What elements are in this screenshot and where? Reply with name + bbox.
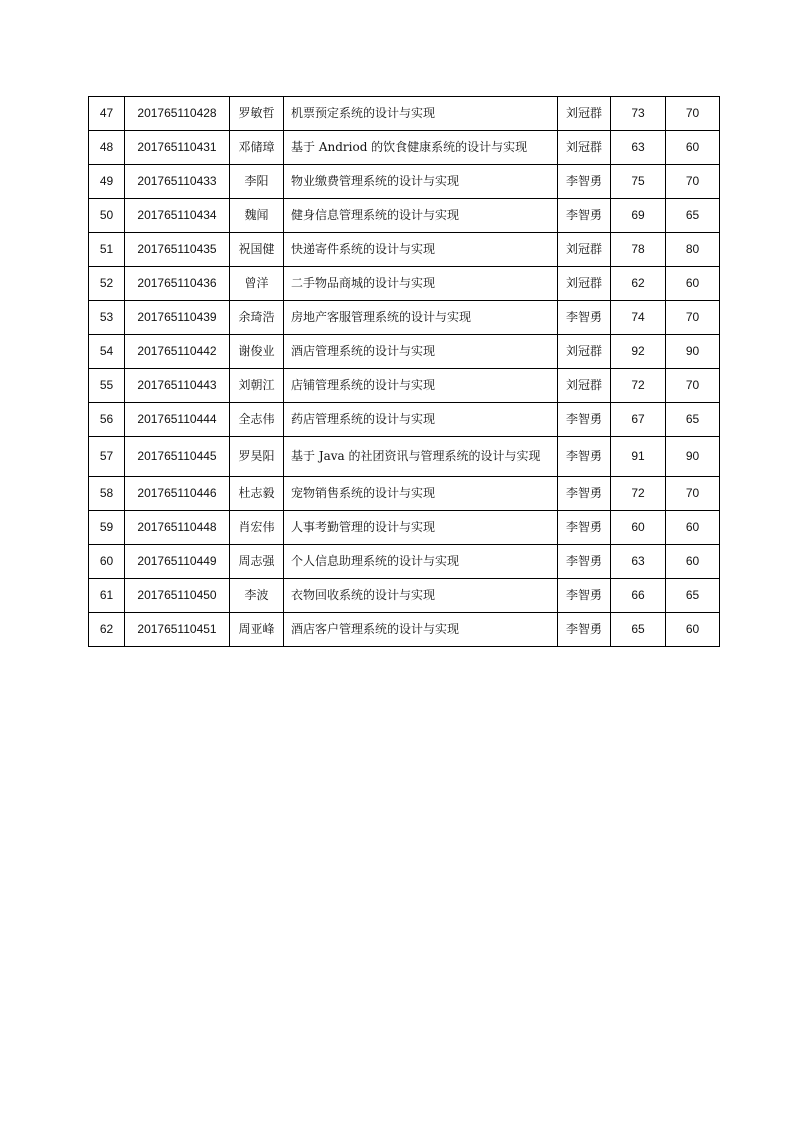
- advisor-name: 李智勇: [558, 437, 611, 477]
- advisor-name: 李智勇: [558, 477, 611, 511]
- row-seq: 62: [89, 613, 125, 647]
- advisor-name: 刘冠群: [558, 97, 611, 131]
- table-row: [89, 613, 720, 647]
- score-2: 65: [666, 199, 720, 233]
- advisor-name: 刘冠群: [558, 131, 611, 165]
- thesis-title: 二手物品商城的设计与实现: [284, 267, 558, 301]
- advisor-name: 李智勇: [558, 301, 611, 335]
- student-name: 全志伟: [230, 403, 284, 437]
- table-row: [89, 545, 720, 579]
- student-name: 罗昊阳: [230, 437, 284, 477]
- row-seq: 53: [89, 301, 125, 335]
- score-2: 65: [666, 579, 720, 613]
- table-row: [89, 477, 720, 511]
- student-name: 祝国健: [230, 233, 284, 267]
- score-1: 65: [611, 613, 666, 647]
- thesis-title: 宠物销售系统的设计与实现: [284, 477, 558, 511]
- score-2: 90: [666, 437, 720, 477]
- thesis-title: 基于 Java 的社团资讯与管理系统的设计与实现: [284, 437, 558, 477]
- score-2: 60: [666, 267, 720, 301]
- student-id: 201765110443: [125, 369, 230, 403]
- row-seq: 56: [89, 403, 125, 437]
- student-id: 201765110431: [125, 131, 230, 165]
- thesis-title: 酒店管理系统的设计与实现: [284, 335, 558, 369]
- student-name: 邓储璋: [230, 131, 284, 165]
- table-row: [89, 437, 720, 477]
- student-id: 201765110428: [125, 97, 230, 131]
- student-name: 周亚峰: [230, 613, 284, 647]
- thesis-title: 健身信息管理系统的设计与实现: [284, 199, 558, 233]
- thesis-title: 房地产客服管理系统的设计与实现: [284, 301, 558, 335]
- table-row: [89, 403, 720, 437]
- score-2: 70: [666, 97, 720, 131]
- table-row: [89, 131, 720, 165]
- student-id: 201765110448: [125, 511, 230, 545]
- score-1: 62: [611, 267, 666, 301]
- student-name: 余琦浩: [230, 301, 284, 335]
- thesis-title: 个人信息助理系统的设计与实现: [284, 545, 558, 579]
- student-id: 201765110444: [125, 403, 230, 437]
- score-1: 60: [611, 511, 666, 545]
- score-2: 60: [666, 131, 720, 165]
- student-name: 魏闻: [230, 199, 284, 233]
- student-name: 杜志毅: [230, 477, 284, 511]
- table-row: [89, 335, 720, 369]
- student-id: 201765110434: [125, 199, 230, 233]
- advisor-name: 刘冠群: [558, 369, 611, 403]
- advisor-name: 李智勇: [558, 199, 611, 233]
- table-row: [89, 511, 720, 545]
- table-row: [89, 579, 720, 613]
- student-id: 201765110450: [125, 579, 230, 613]
- table-row: [89, 369, 720, 403]
- score-1: 67: [611, 403, 666, 437]
- score-2: 80: [666, 233, 720, 267]
- row-seq: 60: [89, 545, 125, 579]
- advisor-name: 李智勇: [558, 511, 611, 545]
- score-1: 73: [611, 97, 666, 131]
- student-id: 201765110435: [125, 233, 230, 267]
- row-seq: 52: [89, 267, 125, 301]
- student-name: 李阳: [230, 165, 284, 199]
- thesis-title: 快递寄件系统的设计与实现: [284, 233, 558, 267]
- table-row: [89, 233, 720, 267]
- student-id: 201765110436: [125, 267, 230, 301]
- row-seq: 54: [89, 335, 125, 369]
- table-row: [89, 199, 720, 233]
- score-1: 69: [611, 199, 666, 233]
- table-row: [89, 165, 720, 199]
- table-body: [89, 97, 720, 647]
- advisor-name: 李智勇: [558, 165, 611, 199]
- thesis-title: 衣物回收系统的设计与实现: [284, 579, 558, 613]
- student-name: 曾洋: [230, 267, 284, 301]
- thesis-title: 酒店客户管理系统的设计与实现: [284, 613, 558, 647]
- table-row: [89, 97, 720, 131]
- student-name: 罗敏哲: [230, 97, 284, 131]
- row-seq: 58: [89, 477, 125, 511]
- score-1: 78: [611, 233, 666, 267]
- thesis-title: 店铺管理系统的设计与实现: [284, 369, 558, 403]
- score-1: 91: [611, 437, 666, 477]
- score-1: 63: [611, 545, 666, 579]
- score-1: 63: [611, 131, 666, 165]
- advisor-name: 刘冠群: [558, 335, 611, 369]
- score-1: 72: [611, 369, 666, 403]
- row-seq: 61: [89, 579, 125, 613]
- thesis-title: 基于 Andriod 的饮食健康系统的设计与实现: [284, 131, 558, 165]
- student-id: 201765110439: [125, 301, 230, 335]
- thesis-title: 药店管理系统的设计与实现: [284, 403, 558, 437]
- row-seq: 59: [89, 511, 125, 545]
- student-id: 201765110445: [125, 437, 230, 477]
- student-id: 201765110451: [125, 613, 230, 647]
- score-2: 60: [666, 613, 720, 647]
- advisor-name: 刘冠群: [558, 267, 611, 301]
- student-id: 201765110446: [125, 477, 230, 511]
- student-name: 刘朝江: [230, 369, 284, 403]
- row-seq: 57: [89, 437, 125, 477]
- row-seq: 51: [89, 233, 125, 267]
- score-2: 65: [666, 403, 720, 437]
- advisor-name: 李智勇: [558, 579, 611, 613]
- score-1: 92: [611, 335, 666, 369]
- advisor-name: 李智勇: [558, 613, 611, 647]
- thesis-title: 机票预定系统的设计与实现: [284, 97, 558, 131]
- row-seq: 55: [89, 369, 125, 403]
- student-name: 李波: [230, 579, 284, 613]
- student-name: 谢俊业: [230, 335, 284, 369]
- score-2: 70: [666, 477, 720, 511]
- thesis-title: 人事考勤管理的设计与实现: [284, 511, 558, 545]
- score-2: 60: [666, 511, 720, 545]
- row-seq: 47: [89, 97, 125, 131]
- score-1: 75: [611, 165, 666, 199]
- table-row: [89, 267, 720, 301]
- score-2: 70: [666, 165, 720, 199]
- score-1: 72: [611, 477, 666, 511]
- student-name: 周志强: [230, 545, 284, 579]
- advisor-name: 李智勇: [558, 403, 611, 437]
- score-2: 90: [666, 335, 720, 369]
- score-1: 74: [611, 301, 666, 335]
- score-2: 70: [666, 369, 720, 403]
- student-id: 201765110433: [125, 165, 230, 199]
- score-1: 66: [611, 579, 666, 613]
- score-2: 70: [666, 301, 720, 335]
- student-thesis-table: [88, 96, 720, 647]
- advisor-name: 刘冠群: [558, 233, 611, 267]
- row-seq: 50: [89, 199, 125, 233]
- advisor-name: 李智勇: [558, 545, 611, 579]
- student-id: 201765110442: [125, 335, 230, 369]
- table-row: [89, 301, 720, 335]
- student-name: 肖宏伟: [230, 511, 284, 545]
- row-seq: 49: [89, 165, 125, 199]
- row-seq: 48: [89, 131, 125, 165]
- score-2: 60: [666, 545, 720, 579]
- student-id: 201765110449: [125, 545, 230, 579]
- thesis-title: 物业缴费管理系统的设计与实现: [284, 165, 558, 199]
